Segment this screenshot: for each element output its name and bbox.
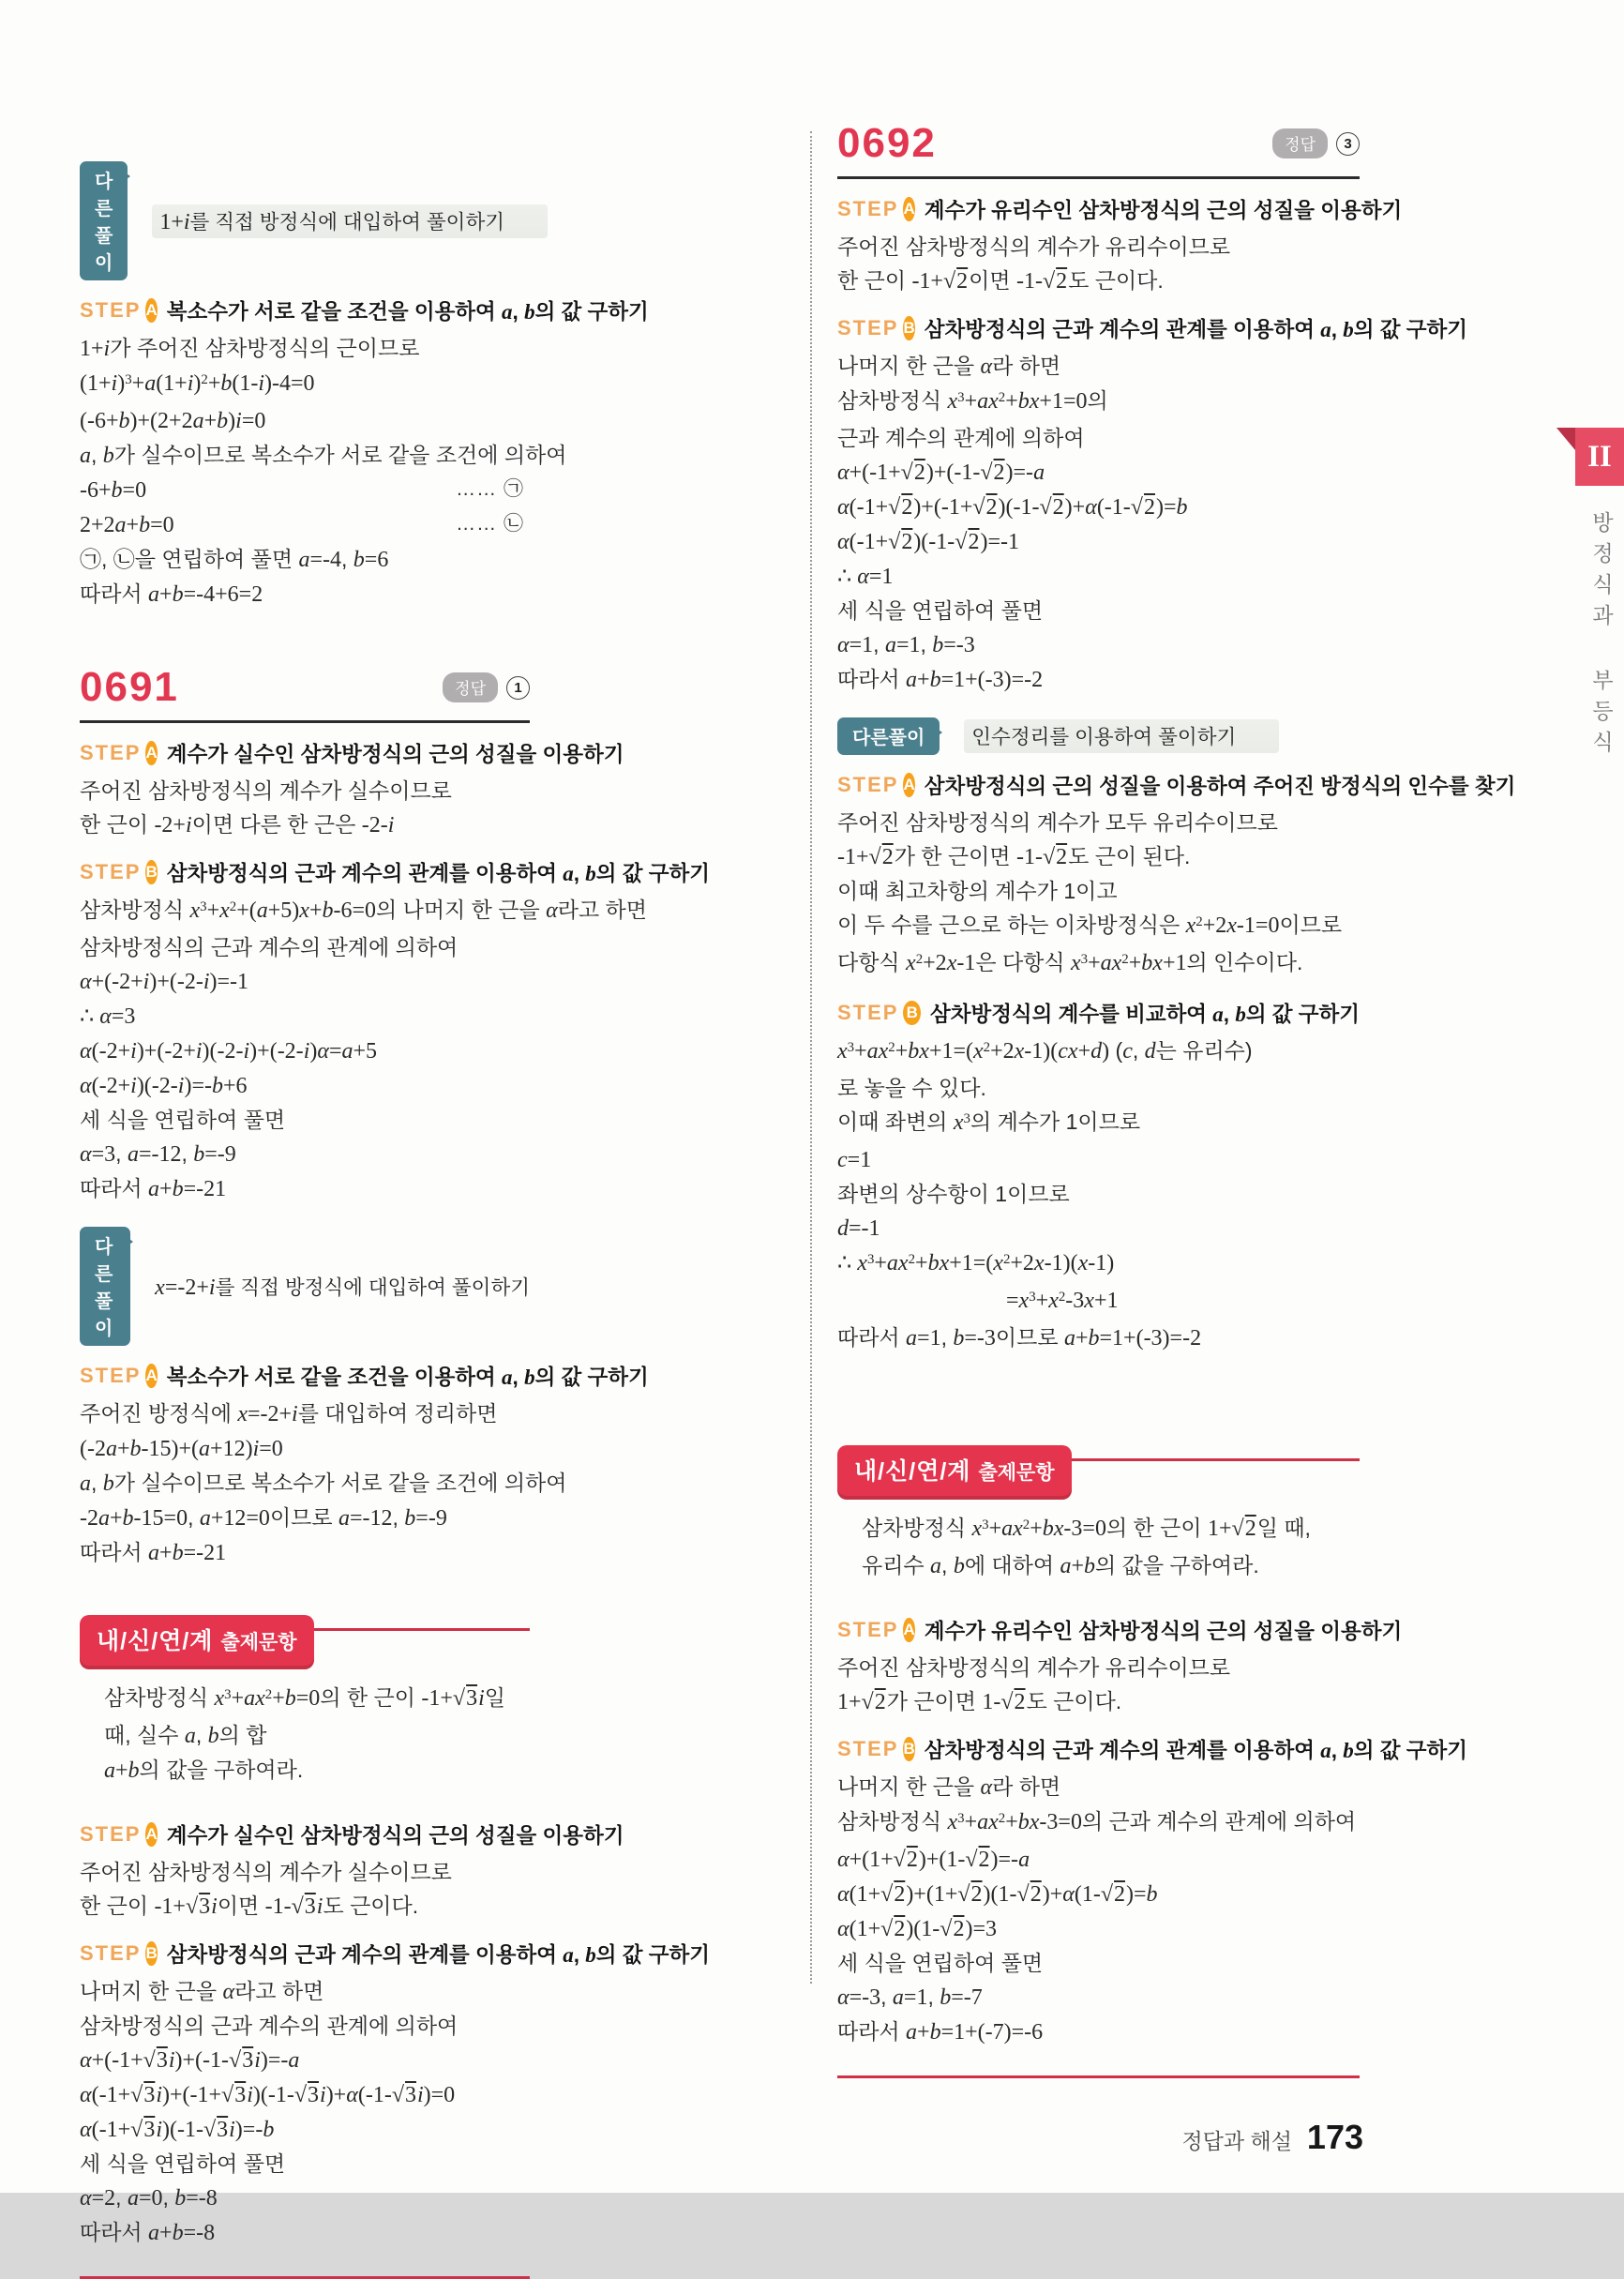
solution-lines: [80, 774, 530, 842]
solution-line: 삼차방정식의 근과 계수의 관계에 의하여: [80, 2014, 459, 2038]
exam-box-label-main: 내/신/연/계: [854, 1458, 971, 1485]
solution-line: α+(-2+i)+(-2-i)=-1: [80, 970, 249, 994]
answer-mark: 1: [506, 676, 530, 700]
solution-line: 주어진 삼차방정식의 계수가 실수이므로: [80, 1860, 452, 1884]
solution-line: 따라서 a+b=1+(-7)=-6: [837, 2019, 1044, 2045]
step-label: STEP: [837, 1737, 899, 1760]
step-letter-badge: A: [145, 298, 157, 323]
solution-line: 따라서 a+b=-8: [80, 2220, 216, 2245]
alt-solution-header: [80, 161, 530, 280]
spacer: [80, 611, 530, 664]
step-letter-badge: B: [903, 316, 914, 340]
step-title: 복소수가 서로 같을 조건을 이용하여 a, b의 값 구하기: [166, 1366, 649, 1389]
solution-line: α(-2+i)(-2-i)=-b+6: [80, 1074, 248, 1098]
exam-box-body: [837, 1496, 1467, 2049]
solution-line: 나머지 한 근을 α라고 하면: [80, 1979, 324, 2004]
solution-line: 따라서 a+b=-21: [80, 1176, 227, 1201]
column-divider: [810, 131, 812, 1984]
step-header: [837, 313, 1467, 343]
solution-lines: [837, 1034, 1360, 1355]
alt-solution-badge: 다른풀이: [837, 717, 940, 755]
solution-lines: [80, 331, 567, 611]
solution-line: $=x^3+x^2-3x+1$: [1006, 1289, 1119, 1313]
step-label: STEP: [837, 773, 899, 796]
step-header: [80, 857, 710, 887]
solution-line: α(-1+√2)(-1-√2)=-1: [837, 530, 1019, 554]
solution-line: 주어진 삼차방정식의 계수가 유리수이므로: [837, 234, 1231, 259]
solution-line: α=-3, a=1, b=-7: [837, 1985, 983, 2010]
solution-line: 세 식을 연립하여 풀면: [837, 598, 1044, 623]
step-label: STEP: [80, 1364, 142, 1387]
solution-line: α(1+√2)(1-√2)=3: [837, 1917, 997, 1941]
solution-line: [80, 507, 530, 542]
solution-line: 나머지 한 근을 α라 하면: [837, 1774, 1061, 1800]
step-letter-badge: B: [145, 1941, 157, 1966]
solution-line: 삼차방정식 $x^3+x^2+(a+5)x+b-6=0$의 나머지 한 근을 α라고 하면: [80, 898, 647, 923]
solution-line: α(-1+√3i)+(-1+√3i)(-1-√3i)+α(-1-√3i)=0: [80, 2083, 456, 2107]
exam-box-body: [80, 1666, 710, 2250]
solution-line: 이때 좌변의 $x^3$의 계수가 1이므로: [837, 1109, 1141, 1135]
line-marker: …… ㉡: [456, 513, 524, 535]
solution-line: ㉠, ㉡을 연립하여 풀면 a=-4, b=6: [80, 547, 389, 572]
answer-badge: [1272, 128, 1360, 158]
solution-line: d=-1: [837, 1216, 880, 1241]
footer-label: 정답과 해설: [1181, 2129, 1292, 2153]
answer-mark: 3: [1336, 132, 1360, 156]
solution-line: α(-1+√3i)(-1-√3i)=-b: [80, 2118, 275, 2142]
step-header: [837, 998, 1360, 1028]
step-header: [80, 1361, 649, 1391]
solution-line: α+(1+√2)+(1-√2)=-a: [837, 1848, 1030, 1872]
step-header: [837, 194, 1403, 224]
alt-solution-header: [837, 717, 1360, 755]
solution-lines: [80, 893, 647, 1206]
step-header: [837, 1734, 1467, 1764]
alt-solution-header: [80, 1227, 530, 1346]
solution-line: α=1, a=1, b=-3: [837, 632, 975, 657]
solution-lines: [837, 1770, 1360, 2049]
solution-line: 주어진 방정식에 x=-2+i를 대입하여 정리하면: [80, 1401, 498, 1426]
solution-line: 주어진 삼차방정식의 계수가 모두 유리수이므로: [837, 810, 1278, 835]
step-label: STEP: [837, 1618, 899, 1641]
spacer: [80, 1788, 530, 1804]
chapter-tab: [1575, 428, 1624, 486]
solution-line: 따라서 a+b=-4+6=2: [80, 581, 263, 607]
solution-line: 다항식 $x^2+2x-1$은 다항식 $x^3+ax^2+bx+1$의 인수이다.: [837, 950, 1303, 975]
solution-lines: [837, 349, 1360, 697]
solution-line: 주어진 삼차방정식의 계수가 유리수이므로: [837, 1655, 1231, 1680]
solution-line: 삼차방정식의 근과 계수의 관계에 의하여: [80, 935, 459, 959]
solution-line: -1+√2가 한 근이면 -1-√2도 근이 된다.: [837, 844, 1191, 869]
exam-linked-box: [837, 1445, 1467, 2078]
page-number: 173: [1306, 2118, 1363, 2156]
solution-line: 세 식을 연립하여 풀면: [80, 1108, 286, 1132]
solution-lines: [837, 1651, 1360, 1719]
problem-number: 0692: [837, 120, 937, 166]
answer-label: 정답: [1272, 128, 1328, 158]
solution-line: (-6+b)+(2+2a+b)i=0: [80, 409, 266, 433]
problem-statement: [80, 1681, 530, 1788]
solution-line: a+b의 값을 구하여라.: [104, 1758, 304, 1783]
step-title: 계수가 유리수인 삼차방정식의 근의 성질을 이용하기: [924, 1620, 1403, 1643]
solution-line: α=2, a=0, b=-8: [80, 2185, 218, 2211]
step-label: STEP: [80, 1822, 142, 1846]
step-letter-badge: A: [145, 1822, 157, 1847]
solution-line: 따라서 a+b=1+(-3)=-2: [837, 667, 1044, 692]
spacer: [80, 1570, 530, 1615]
solution-line: 따라서 a+b=-21: [80, 1540, 227, 1565]
solution-line: $x^3+ax^2+bx+1=(x^2+2x-1)(cx+d)$ (c, d는 유리수): [837, 1038, 1253, 1064]
chapter-tab-label: 방정식과 부등식: [1589, 511, 1614, 762]
solution-line: 좌변의 상수항이 1이므로: [837, 1182, 1070, 1206]
step-header: [80, 1819, 624, 1849]
exam-box-label-main: 내/신/연/계: [97, 1628, 214, 1654]
solution-lines: [80, 1855, 530, 1924]
step-title: 삼차방정식의 근과 계수의 관계를 이용하여 a, b의 값 구하기: [924, 318, 1467, 341]
solution-line: 따라서 a=1, b=-3이므로 a+b=1+(-3)=-2: [837, 1325, 1202, 1351]
step-header: [80, 295, 649, 325]
solution-line: 삼차방정식 $x^3+ax^2+bx-3=0$의 한 근이 1+√2일 때,: [862, 1516, 1311, 1541]
step-header: [837, 770, 1516, 800]
solution-line-text: -6+b=0: [80, 478, 147, 503]
solution-line: 한 근이 -1+√3i이면 -1-√3i도 근이다.: [80, 1894, 419, 1919]
solution-line: 1+√2가 근이면 1-√2도 근이다.: [837, 1689, 1122, 1714]
solution-line: c=1: [837, 1148, 872, 1172]
solution-line: 주어진 삼차방정식의 계수가 실수이므로: [80, 778, 452, 803]
step-title: 계수가 실수인 삼차방정식의 근의 성질을 이용하기: [166, 743, 624, 766]
step-label: STEP: [80, 741, 142, 764]
step-label: STEP: [837, 197, 899, 220]
solution-line: 삼차방정식 $x^3+ax^2+b=0$의 한 근이 -1+√3i일 때, 실수 a, b의 합: [104, 1685, 505, 1748]
solution-line: ∴ α=3: [80, 1004, 136, 1029]
step-letter-badge: A: [903, 773, 914, 797]
left-column: [80, 141, 710, 2279]
step-label: STEP: [80, 1941, 142, 1965]
solution-line: α+(-1+√2)+(-1-√2)=-a: [837, 460, 1045, 485]
step-letter-badge: B: [903, 1001, 921, 1025]
solution-line: 이 두 수를 근으로 하는 이차방정식은 $x^2+2x-1=0$이므로: [837, 913, 1343, 938]
step-header: [837, 1615, 1403, 1645]
step-header: [80, 738, 624, 768]
solution-line: 한 근이 -1+√2이면 -1-√2도 근이다.: [837, 268, 1164, 294]
step-title: 삼차방정식의 근과 계수의 관계를 이용하여 a, b의 값 구하기: [166, 862, 710, 885]
step-title: 삼차방정식의 계수를 비교하여 a, b의 값 구하기: [929, 1003, 1360, 1026]
answer-badge: [443, 672, 530, 702]
solution-line: 삼차방정식 $x^3+ax^2+bx+1=0$의: [837, 388, 1108, 414]
solution-line: ∴ $x^3+ax^2+bx+1=(x^2+2x-1)(x-1)$: [837, 1251, 1115, 1275]
exam-box-label-sub: 출제문항: [220, 1632, 297, 1653]
step-title: 복소수가 서로 같을 조건을 이용하여 a, b의 값 구하기: [166, 300, 649, 324]
step-letter-badge: A: [903, 1618, 914, 1642]
step-title: 삼차방정식의 근과 계수의 관계를 이용하여 a, b의 값 구하기: [166, 1943, 710, 1967]
step-label: STEP: [80, 860, 142, 883]
solution-line: 유리수 a, b에 대하여 a+b의 값을 구하여라.: [862, 1553, 1259, 1578]
exam-box-label: [80, 1615, 314, 1666]
solution-line: ∴ α=1: [837, 565, 894, 589]
solution-line: 나머지 한 근을 α라 하면: [837, 354, 1061, 379]
right-column: [837, 120, 1516, 2078]
solution-line: [80, 473, 530, 507]
solution-line: 한 근이 -2+i이면 다른 한 근은 -2-i: [80, 812, 395, 838]
solution-lines: [837, 230, 1360, 298]
alt-solution-note: 1+i를 직접 방정식에 대입하여 풀이하기: [152, 204, 548, 238]
answer-label: 정답: [443, 672, 498, 702]
step-title: 삼차방정식의 근과 계수의 관계를 이용하여 a, b의 값 구하기: [924, 1739, 1467, 1762]
step-title: 계수가 유리수인 삼차방정식의 근의 성질을 이용하기: [924, 199, 1403, 222]
solution-line: 삼차방정식 $x^3+ax^2+bx-3=0$의 근과 계수의 관계에 의하여: [837, 1809, 1357, 1834]
step-letter-badge: B: [145, 860, 157, 884]
alt-solution-note: x=-2+i를 직접 방정식에 대입하여 풀이하기: [155, 1275, 530, 1300]
alt-solution-note: 인수정리를 이용하여 풀이하기: [964, 719, 1279, 753]
step-letter-badge: A: [145, 1364, 157, 1388]
chapter-tab-number: II: [1587, 439, 1612, 474]
solution-line: $(1+i)^3+a(1+i)^2+b(1-i)-4=0$: [80, 371, 315, 396]
line-marker: …… ㉠: [456, 478, 524, 500]
solution-lines: [80, 1396, 567, 1570]
exam-box-topline: [1072, 1458, 1360, 1461]
solution-line-text: 2+2a+b=0: [80, 513, 174, 537]
solution-line: α(-2+i)+(-2+i)(-2-i)+(-2-i)α=a+5: [80, 1039, 378, 1064]
alt-solution-badge: 다른풀이: [80, 1227, 130, 1346]
solution-line: α+(-1+√3i)+(-1-√3i)=-a: [80, 2048, 300, 2073]
solution-line: -2a+b-15=0, a+12=0이므로 a=-12, b=-9: [80, 1505, 447, 1531]
step-header: [80, 1939, 710, 1969]
problem-number: 0691: [80, 664, 179, 710]
solution-line: 세 식을 연립하여 풀면: [837, 1951, 1044, 1975]
solution-line: α(1+√2)+(1+√2)(1-√2)+α(1-√2)=b: [837, 1882, 1158, 1907]
exam-box-topline: [314, 1628, 530, 1631]
exam-box-header: [837, 1445, 1360, 1496]
solution-line: (-2a+b-15)+(a+12)i=0: [80, 1437, 283, 1461]
exam-linked-box: [80, 1615, 710, 2279]
step-label: STEP: [837, 316, 899, 340]
solution-line: 이때 최고차항의 계수가 1이고: [837, 879, 1118, 903]
step-letter-badge: A: [145, 741, 157, 765]
solution-lines: [80, 1974, 530, 2250]
step-letter-badge: A: [903, 197, 914, 221]
step-title: 삼차방정식의 근의 성질을 이용하여 주어진 방정식의 인수를 찾기: [924, 775, 1516, 798]
spacer: [837, 1355, 1360, 1445]
problem-header: [837, 120, 1360, 179]
problem-header: [80, 664, 530, 723]
solution-line: α=3, a=-12, b=-9: [80, 1141, 236, 1167]
exam-box-header: [80, 1615, 530, 1666]
spacer: [837, 1583, 1360, 1600]
footer: [1181, 2118, 1363, 2157]
step-label: STEP: [80, 298, 142, 322]
step-label: STEP: [837, 1001, 899, 1024]
solution-line: a, b가 실수이므로 복소수가 서로 같을 조건에 의하여: [80, 443, 567, 468]
exam-box-label-sub: 출제문항: [978, 1462, 1055, 1484]
solution-lines: [837, 806, 1360, 983]
step-letter-badge: B: [903, 1737, 914, 1761]
exam-box-label: [837, 1445, 1072, 1496]
problem-statement: [837, 1511, 1360, 1583]
solution-line: 1+i가 주어진 삼차방정식의 근이므로: [80, 336, 420, 361]
solution-line: 로 놓을 수 있다.: [837, 1076, 986, 1100]
solution-line: 세 식을 연립하여 풀면: [80, 2151, 286, 2176]
solution-line: 근과 계수의 관계에 의하여: [837, 426, 1085, 450]
solution-line: α(-1+√2)+(-1+√2)(-1-√2)+α(-1-√2)=b: [837, 495, 1188, 520]
alt-solution-badge: 다른풀이: [80, 161, 128, 280]
step-title: 계수가 실수인 삼차방정식의 근의 성질을 이용하기: [166, 1824, 624, 1848]
solution-line: a, b가 실수이므로 복소수가 서로 같을 조건에 의하여: [80, 1471, 567, 1496]
